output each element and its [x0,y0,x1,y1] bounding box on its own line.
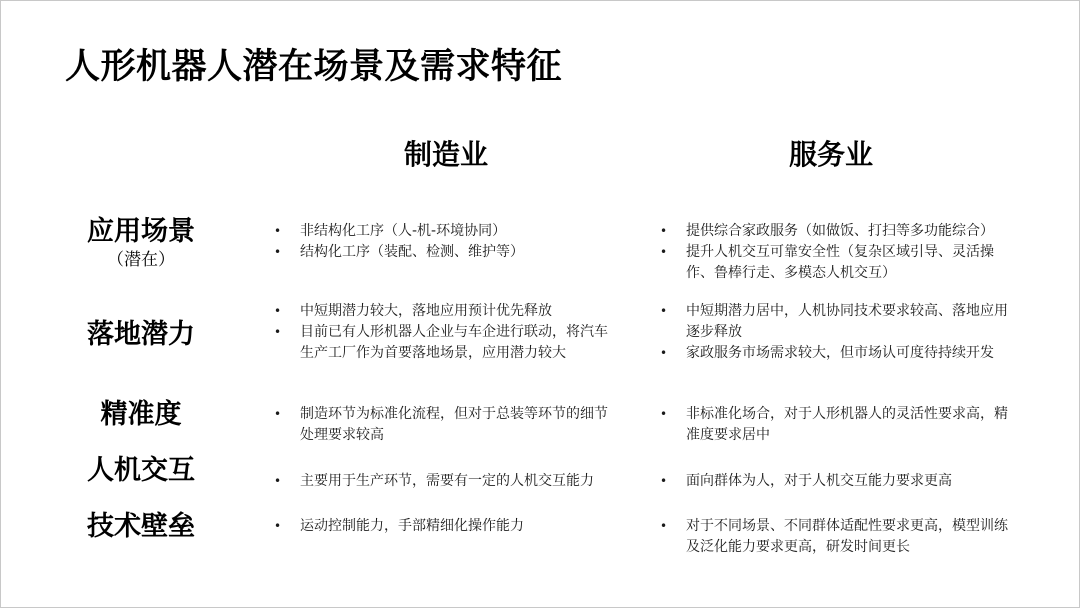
list-item: • 主要用于生产环节，需要有一定的人机交互能力 [271,471,611,492]
list-item: • 结构化工序（装配、检测、维护等） [271,242,611,263]
row-label-text: 应用场景 [87,216,195,247]
cell-barrier-manufacturing [271,516,611,537]
cell-precision-services [657,404,1017,446]
list-item: • 中短期潜力居中，人机协同技术要求较高、落地应用逐步释放 [657,301,1017,343]
row-label-precision [61,398,221,432]
list-item: • 中短期潜力较大，落地应用预计优先释放 [271,301,611,322]
cell-application-services [657,221,1017,284]
cell-potential-services [657,301,1017,364]
row-label-technical-barrier [61,510,221,544]
list-item: • 面向群体为人，对于人机交互能力要求更高 [657,471,1017,492]
list-item: • 非结构化工序（人-机-环境协同） [271,221,611,242]
page-title: 人形机器人潜在场景及需求特征 [65,47,563,87]
list-item: • 对于不同场景、不同群体适配性要求更高，模型训练及泛化能力要求更高，研发时间更长 [657,516,1017,558]
column-header-manufacturing: 制造业 [403,138,488,171]
cell-interaction-manufacturing [271,471,611,492]
list-item: • 运动控制能力，手部精细化操作能力 [271,516,611,537]
list-item: • 制造环节为标准化流程，但对于总装等环节的细节处理要求较高 [271,404,611,446]
row-label-text: 人机交互 [87,455,195,486]
row-label-deployment-potential [61,318,221,352]
list-item: • 目前已有人形机器人企业与车企进行联动，将汽车生产工厂作为首要落地场景，应用潜力较大 [271,322,611,364]
cell-precision-manufacturing [271,404,611,446]
list-item: • 提升人机交互可靠安全性（复杂区域引导、灵活操作、鲁棒行走、多模态人机交互） [657,242,1017,284]
row-label-text: 落地潜力 [87,319,195,350]
list-item: • 提供综合家政服务（如做饭、打扫等多功能综合） [657,221,1017,242]
column-header-services: 服务业 [788,138,873,171]
cell-barrier-services [657,516,1017,558]
row-sublabel: （潜在） [107,250,175,270]
cell-interaction-services [657,471,1017,492]
cell-application-manufacturing [271,221,611,263]
list-item: • 非标准化场合，对于人形机器人的灵活性要求高，精准度要求居中 [657,404,1017,446]
row-label-text: 精准度 [100,399,182,430]
cell-potential-manufacturing [271,301,611,364]
row-label-text: 技术壁垒 [87,511,195,542]
row-label-human-machine-interaction [61,454,221,488]
row-label-application-scenario [61,215,221,271]
list-item: • 家政服务市场需求较大，但市场认可度待持续开发 [657,343,1017,364]
